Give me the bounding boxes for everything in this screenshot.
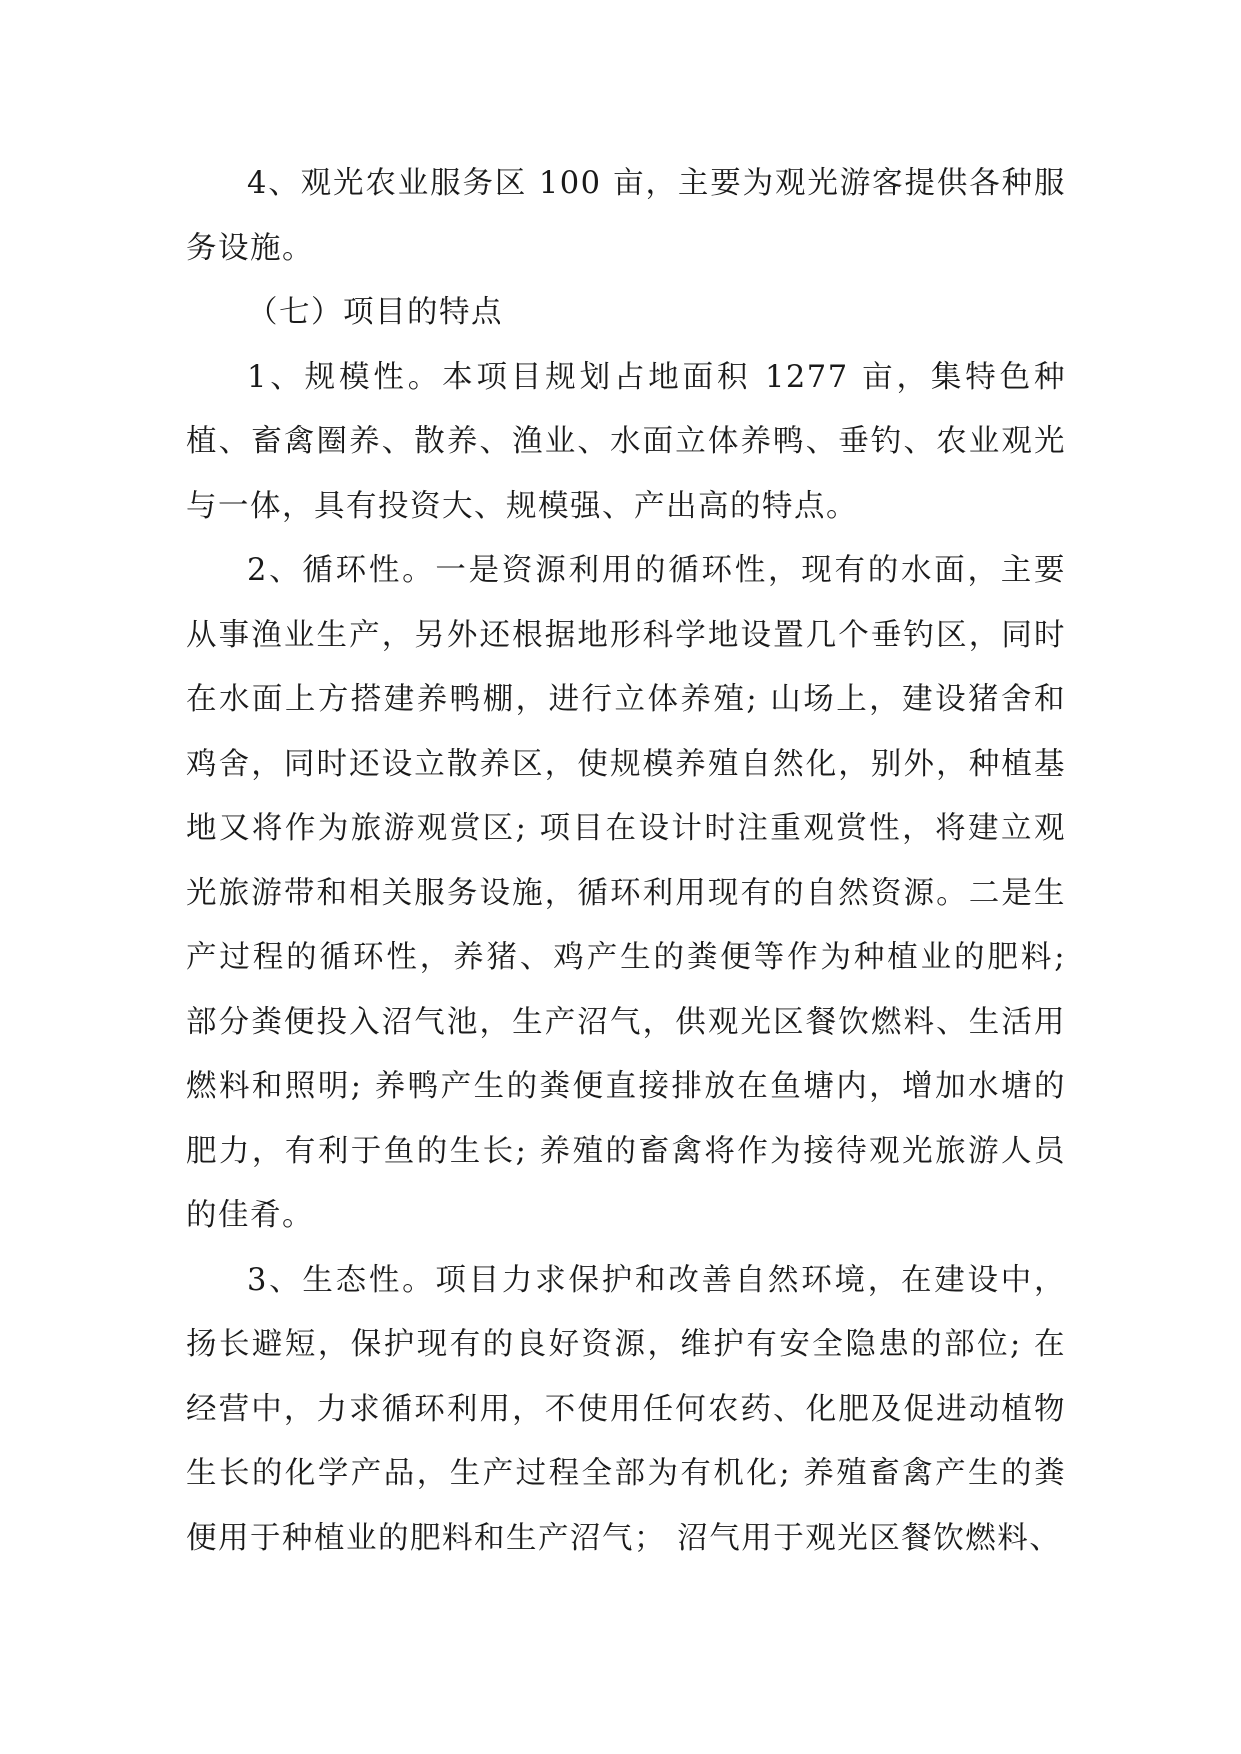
paragraph-scale: 1、规模性。本项目规划占地面积 1277 亩，集特色种植、畜禽圈养、散养、渔业、水面立体养鸭、垂钓、农业观光与一体，具有投资大、规模强、产出高的特点。 [186, 359, 1066, 524]
document-body [186, 152, 1066, 1571]
paragraph-service-area: 4、观光农业服务区 100 亩，主要为观光游客提供各种服务设施。 [186, 166, 1066, 266]
paragraph-circularity: 2、循环性。一是资源利用的循环性，现有的水面，主要从事渔业生产，另外还根据地形科学地设置几个垂钓区，同时在水面上方搭建养鸭棚，进行立体养殖; 山场上，建设猪舍和鸡舍，同时还设立散养区，使规模养殖自然化，别外，种植基地又将作为旅游观赏区; 项目在设计时注重观赏性，将建立观光旅游带和相关服务设施，循环利用现有的自然资源。二是生产过程的循环性，养猪、鸡产生的粪便等作为种植业的肥料; 部分粪便投入沼气池，生产沼气，供观光区餐饮燃料、生活用燃料和照明; 养鸭产生的粪便直接排放在鱼塘内，增加水塘的肥力，有利于鱼的生长; 养殖的畜禽将作为接待观光旅游人员的佳肴。 [186, 553, 1066, 1233]
section-heading-project-features: （七）项目的特点 [247, 295, 503, 330]
paragraph-ecology: 3、生态性。项目力求保护和改善自然环境，在建设中，扬长避短，保护现有的良好资源，维护有安全隐患的部位; 在经营中，力求循环利用，不使用任何农药、化肥及促进动植物生长的化学产品，生产过程全部为有机化; 养殖畜禽产生的粪便用于种植业的肥料和生产沼气； 沼气用于观光区餐饮燃料、 [186, 1262, 1066, 1556]
